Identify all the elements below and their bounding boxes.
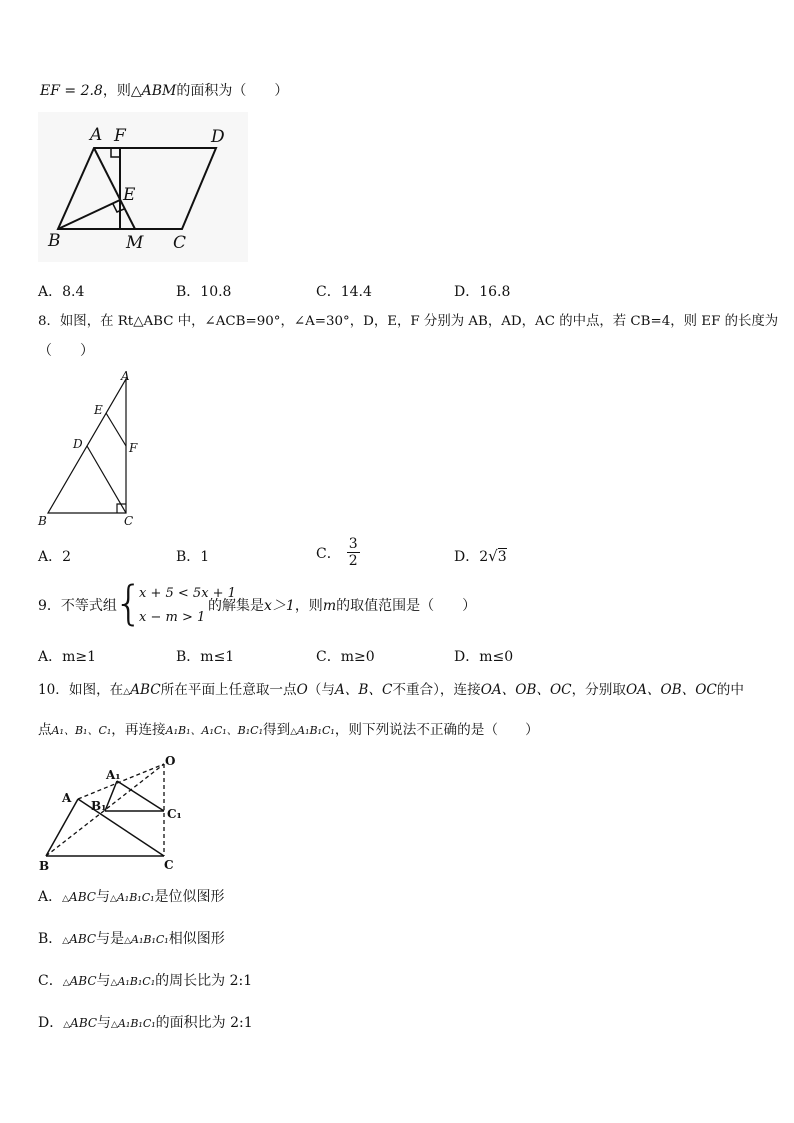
q9-stem-rest	[208, 597, 476, 615]
label-c: C	[124, 514, 134, 528]
triangle-symbol: △	[110, 978, 118, 988]
segment-a1c1	[117, 781, 164, 811]
triangle-a1b1c1-name: A₁B₁C₁	[117, 1017, 156, 1030]
segment-dc	[87, 446, 126, 513]
q9-option-c[interactable]: C．m≥0	[316, 649, 375, 665]
triangle-symbol: △	[62, 978, 70, 988]
label-c: C	[164, 858, 174, 872]
label-b1: B₁	[91, 799, 107, 813]
option-suffix: 的周长比为 2:1	[155, 973, 253, 989]
label-c1: C₁	[167, 807, 182, 821]
right-triangle-figure	[34, 366, 144, 532]
variable-m: m	[322, 598, 337, 614]
triangle-symbol: △	[111, 1020, 118, 1030]
label-e: E	[123, 185, 136, 205]
q10-text: ，分别取	[571, 682, 626, 698]
sqrt-icon: √	[488, 547, 498, 565]
option-prefix: A．	[38, 889, 63, 905]
label-a: A	[121, 369, 130, 383]
label-b: B	[38, 514, 47, 528]
q10-text: ，则下列说法不正确的是（ ）	[334, 722, 539, 738]
label-e: E	[94, 403, 103, 417]
triangle-abc-name: ABC	[70, 1016, 98, 1030]
triangle-a1b1c1-name: A₁B₁C₁	[117, 975, 156, 988]
q9-option-a[interactable]: A．m≥1	[38, 649, 97, 665]
label-d: D	[73, 437, 83, 451]
q10-text: （与	[307, 682, 335, 698]
q10-text: 不重合），连接	[392, 682, 481, 698]
option-prefix: C．	[38, 973, 63, 989]
q10-text: 点	[38, 722, 52, 738]
segment-oa	[78, 764, 164, 799]
segment-ef	[106, 413, 126, 446]
q8-stem-answer-blank: （ ）	[38, 343, 94, 359]
segments: OA、OB、OC	[625, 682, 717, 698]
option-prefix: B．	[38, 931, 63, 947]
option-d-prefix: D．2	[454, 549, 489, 565]
segments: OA、OB、OC	[480, 682, 572, 698]
triangle-symbol: △	[290, 727, 298, 737]
triangle-symbol: △	[62, 936, 70, 946]
q9-option-d[interactable]: D．m≤0	[454, 649, 514, 665]
left-brace-icon: {	[114, 576, 144, 630]
point-o: O	[296, 682, 308, 698]
triangle-symbol: △	[109, 894, 117, 904]
homothety-figure	[30, 752, 190, 876]
triangle-symbol: △	[63, 1020, 71, 1030]
option-mid: 与	[96, 973, 111, 989]
q7-option-a[interactable]: A．8.4	[38, 284, 85, 300]
q10-option-a[interactable]	[38, 886, 225, 906]
segment-ab	[46, 799, 78, 856]
triangle-a1b1c1-name: A₁B₁C₁	[116, 891, 155, 904]
q10-stem-line1	[38, 681, 744, 701]
triangle-symbol: △	[123, 687, 131, 697]
solution-set: x＞1	[264, 598, 295, 614]
triangle-abc-name: ABC	[69, 932, 97, 946]
option-prefix: D．	[38, 1015, 64, 1031]
label-b: B	[48, 231, 61, 251]
ef-expression: EF = 2.8	[40, 83, 103, 99]
option-mid: 与	[97, 1015, 112, 1031]
radicand: 3	[497, 549, 507, 565]
q7-stem-tail	[40, 82, 288, 100]
q10-text: ，再连接	[111, 722, 166, 738]
q9-mid-text: 的解集是	[208, 598, 264, 614]
triangle-abc-name: ABC	[69, 974, 97, 988]
option-mid: 与	[95, 889, 110, 905]
q9-tail-a: ，则	[294, 598, 323, 614]
option-suffix: 的面积比为 2:1	[155, 1015, 253, 1031]
label-a: A	[62, 791, 72, 805]
label-m: M	[126, 233, 144, 253]
fraction-numerator: 3	[348, 536, 358, 552]
label-b: B	[39, 859, 50, 873]
option-mid: 与是	[96, 931, 125, 947]
triangle-a1b1c1-name: A₁B₁C₁	[297, 724, 335, 737]
triangle-symbol: △	[62, 894, 70, 904]
q10-option-c[interactable]	[38, 970, 252, 990]
q10-text: 所在平面上任意取一点	[160, 682, 297, 698]
q10-text: 的中	[716, 682, 744, 698]
fraction	[347, 536, 360, 569]
label-c: C	[173, 233, 187, 253]
inequality-1: x + 5 < 5x + 1	[139, 586, 236, 601]
option-suffix: 是位似图形	[154, 889, 225, 905]
q8-stem: 8．如图，在 Rt△ABC 中，∠ACB=90°，∠A=30°，D，E，F 分别为 AB，AD，AC 的中点，若 CB=4，则 EF 的长度为	[38, 314, 779, 329]
linked-segments: A₁B₁、A₁C₁、B₁C₁	[165, 724, 264, 737]
q10-text: 10．如图，在	[38, 682, 124, 698]
q7-option-b[interactable]: B．10.8	[176, 284, 232, 300]
midpoints: A₁、B₁、C₁	[51, 724, 112, 737]
triangle-a1b1c1-name: A₁B₁C₁	[131, 933, 169, 946]
label-a: A	[90, 125, 103, 145]
q9-option-b[interactable]: B．m≤1	[176, 649, 235, 665]
q10-option-b[interactable]	[38, 928, 225, 948]
q10-option-d[interactable]	[38, 1012, 253, 1032]
parallelogram-figure	[38, 112, 248, 262]
q8-option-a[interactable]: A．2	[38, 549, 72, 565]
option-suffix: 相似图形	[168, 931, 225, 947]
triangle-abc-name: ABC	[69, 890, 96, 904]
triangle-name: △ABM	[130, 83, 177, 99]
q7-option-d[interactable]: D．16.8	[454, 284, 511, 300]
q8-option-d[interactable]	[454, 546, 507, 566]
option-c-prefix: C．	[316, 545, 341, 562]
q10-stem-line2	[38, 721, 539, 741]
q10-text: 得到	[263, 722, 291, 738]
label-f: F	[129, 441, 138, 455]
triangle-abc-name: ABC	[130, 682, 161, 698]
label-o: O	[165, 754, 176, 768]
q7-option-c[interactable]: C．14.4	[316, 284, 372, 300]
q8-option-c[interactable]	[316, 536, 360, 569]
q9-prefix: 9．不等式组	[38, 598, 117, 614]
q7-text: ，则	[102, 83, 131, 99]
inequality-2: x − m > 1	[139, 610, 206, 625]
label-d: D	[211, 127, 225, 147]
label-a1: A₁	[106, 768, 121, 782]
q9-tail-b: 的取值范围是（ ）	[336, 598, 477, 614]
fraction-denominator: 2	[348, 553, 358, 569]
label-f: F	[114, 126, 126, 146]
q8-option-b[interactable]: B．1	[176, 549, 210, 565]
points-abc: A、B、C	[334, 682, 393, 698]
q7-text-end: 的面积为（ ）	[176, 83, 289, 99]
triangle-symbol: △	[124, 936, 132, 946]
